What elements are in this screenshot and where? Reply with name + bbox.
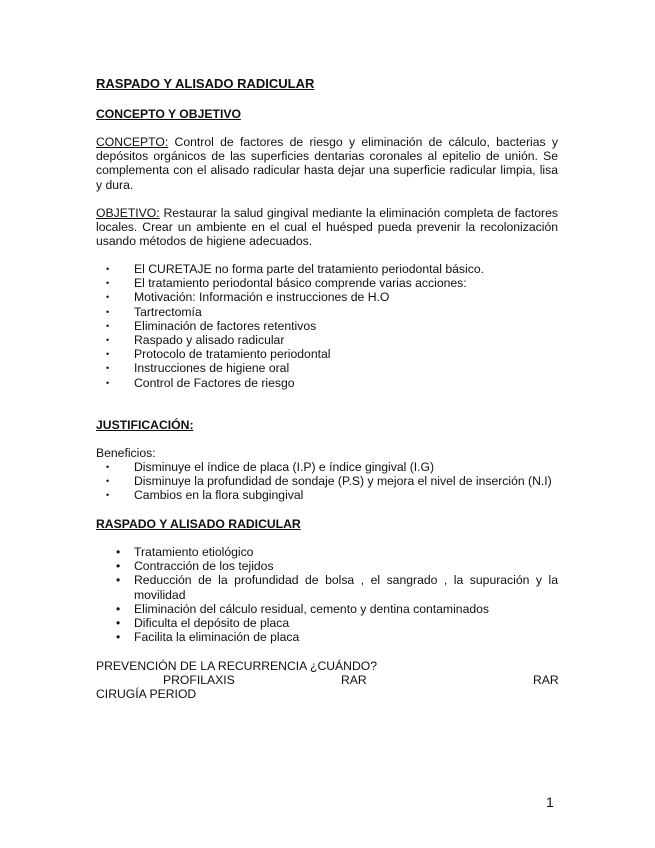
bullet-glyph: •	[116, 573, 121, 588]
list-item-text: Eliminación de factores retentivos	[134, 318, 317, 333]
list-item	[106, 361, 484, 376]
concepto-paragraph	[96, 135, 558, 192]
list-item	[106, 460, 552, 474]
list-item-text: Control de Factores de riesgo	[134, 375, 295, 390]
objetivo-label: OBJETIVO:	[96, 206, 160, 220]
list-item	[106, 276, 484, 291]
bullet-glyph: •	[106, 462, 110, 472]
list-item-text: El tratamiento periodontal básico comprende varias acciones:	[134, 276, 467, 291]
list-item-text: Raspado y alisado radicular	[134, 332, 285, 347]
list-item	[116, 630, 558, 645]
prevencion-cirugia: CIRUGÍA PERIOD	[96, 687, 197, 701]
concepto-label: CONCEPTO:	[96, 135, 169, 149]
list-item-text: Facilita la eliminación de placa	[134, 630, 300, 645]
concepto-text: Control de factores de riesgo y eliminación de cálculo, bacterias y depósitos orgánicos de las superficies dentarias coronales al epitelio de unión. Se complementa con el alisado radicular hasta dejar una superficie radicular limpia, lisa y dura.	[96, 135, 558, 192]
list-item-text: Disminuye la profundidad de sondaje (P.S) y mejora el nivel de inserción (N.I)	[134, 474, 552, 489]
bullet-glyph: •	[106, 292, 110, 303]
list-item-text: Contracción de los tejidos	[134, 559, 274, 574]
bullet-glyph: •	[116, 601, 121, 616]
list-item-text: Reducción de la profundidad de bolsa , el sangrado , la supuración y la movilidad	[134, 573, 558, 602]
beneficios-label: Beneficios:	[96, 446, 156, 460]
list-item-text: Tratamiento etiológico	[134, 545, 254, 559]
list-item-text: Protocolo de tratamiento periodontal	[134, 347, 331, 362]
list-item-text: Tartrectomía	[134, 304, 202, 319]
list-item	[116, 573, 558, 602]
section-heading-rar: RASPADO Y ALISADO RADICULAR	[96, 517, 301, 531]
list-item-text: Dificulta el depósito de placa	[134, 615, 290, 630]
page-number: 1	[546, 794, 554, 810]
beneficios-list	[106, 460, 552, 503]
list-item	[116, 545, 558, 559]
bullet-glyph: •	[106, 363, 110, 374]
section-heading-concepto-objetivo: CONCEPTO Y OBJETIVO	[96, 107, 241, 121]
list-item	[106, 332, 484, 347]
bullet-glyph: •	[116, 630, 121, 645]
prevencion-profilaxis: PROFILAXIS	[163, 673, 235, 687]
list-item	[106, 304, 484, 319]
list-item-text: Eliminación del cálculo residual, cemento y dentina contaminados	[134, 601, 489, 616]
prevencion-rar-2: RAR	[533, 673, 559, 687]
bullet-glyph: •	[106, 306, 110, 317]
list-item	[116, 615, 558, 630]
list-item	[106, 318, 484, 333]
objetivo-paragraph	[96, 206, 558, 249]
list-item	[106, 262, 484, 276]
list-item-text: Motivación: Información e instrucciones de H.O	[134, 290, 390, 305]
bullet-glyph: •	[106, 377, 110, 388]
bullet-glyph: •	[106, 278, 110, 289]
list-item	[106, 347, 484, 362]
list-item-text: Disminuye el índice de placa (I.P) e índice gingival (I.G)	[134, 460, 435, 474]
list-item	[106, 375, 484, 390]
bullet-glyph: •	[106, 490, 110, 501]
prevencion-rar-1: RAR	[341, 673, 367, 687]
bullet-glyph: •	[106, 320, 110, 331]
list-item	[106, 290, 484, 305]
bullet-glyph: •	[106, 476, 110, 487]
list-item-text: Instrucciones de higiene oral	[134, 361, 290, 376]
list-item	[106, 488, 552, 503]
list-item-text: El CURETAJE no forma parte del tratamiento periodontal básico.	[134, 262, 484, 276]
document-title: RASPADO Y ALISADO RADICULAR	[96, 76, 315, 91]
bullet-glyph: •	[106, 334, 110, 345]
objetivo-text: Restaurar la salud gingival mediante la eliminación completa de factores locales. Crear un ambiente en el cual el huésped pueda prevenir la recolonización usando métodos de higiene adecuados.	[96, 206, 558, 249]
section-heading-justificacion: JUSTIFICACIÓN:	[96, 418, 194, 432]
list-item	[106, 474, 552, 489]
rar-list	[116, 545, 558, 645]
tratamiento-list	[106, 262, 484, 390]
list-item	[116, 601, 558, 616]
bullet-glyph: •	[116, 545, 121, 559]
bullet-glyph: •	[106, 349, 110, 360]
prevencion-heading: PREVENCIÓN DE LA RECURRENCIA ¿CUÁNDO?	[96, 659, 378, 673]
bullet-glyph: •	[116, 559, 121, 574]
list-item	[116, 559, 558, 574]
list-item-text: Cambios en la flora subgingival	[134, 488, 304, 503]
bullet-glyph: •	[116, 615, 121, 630]
bullet-glyph: •	[106, 264, 110, 274]
